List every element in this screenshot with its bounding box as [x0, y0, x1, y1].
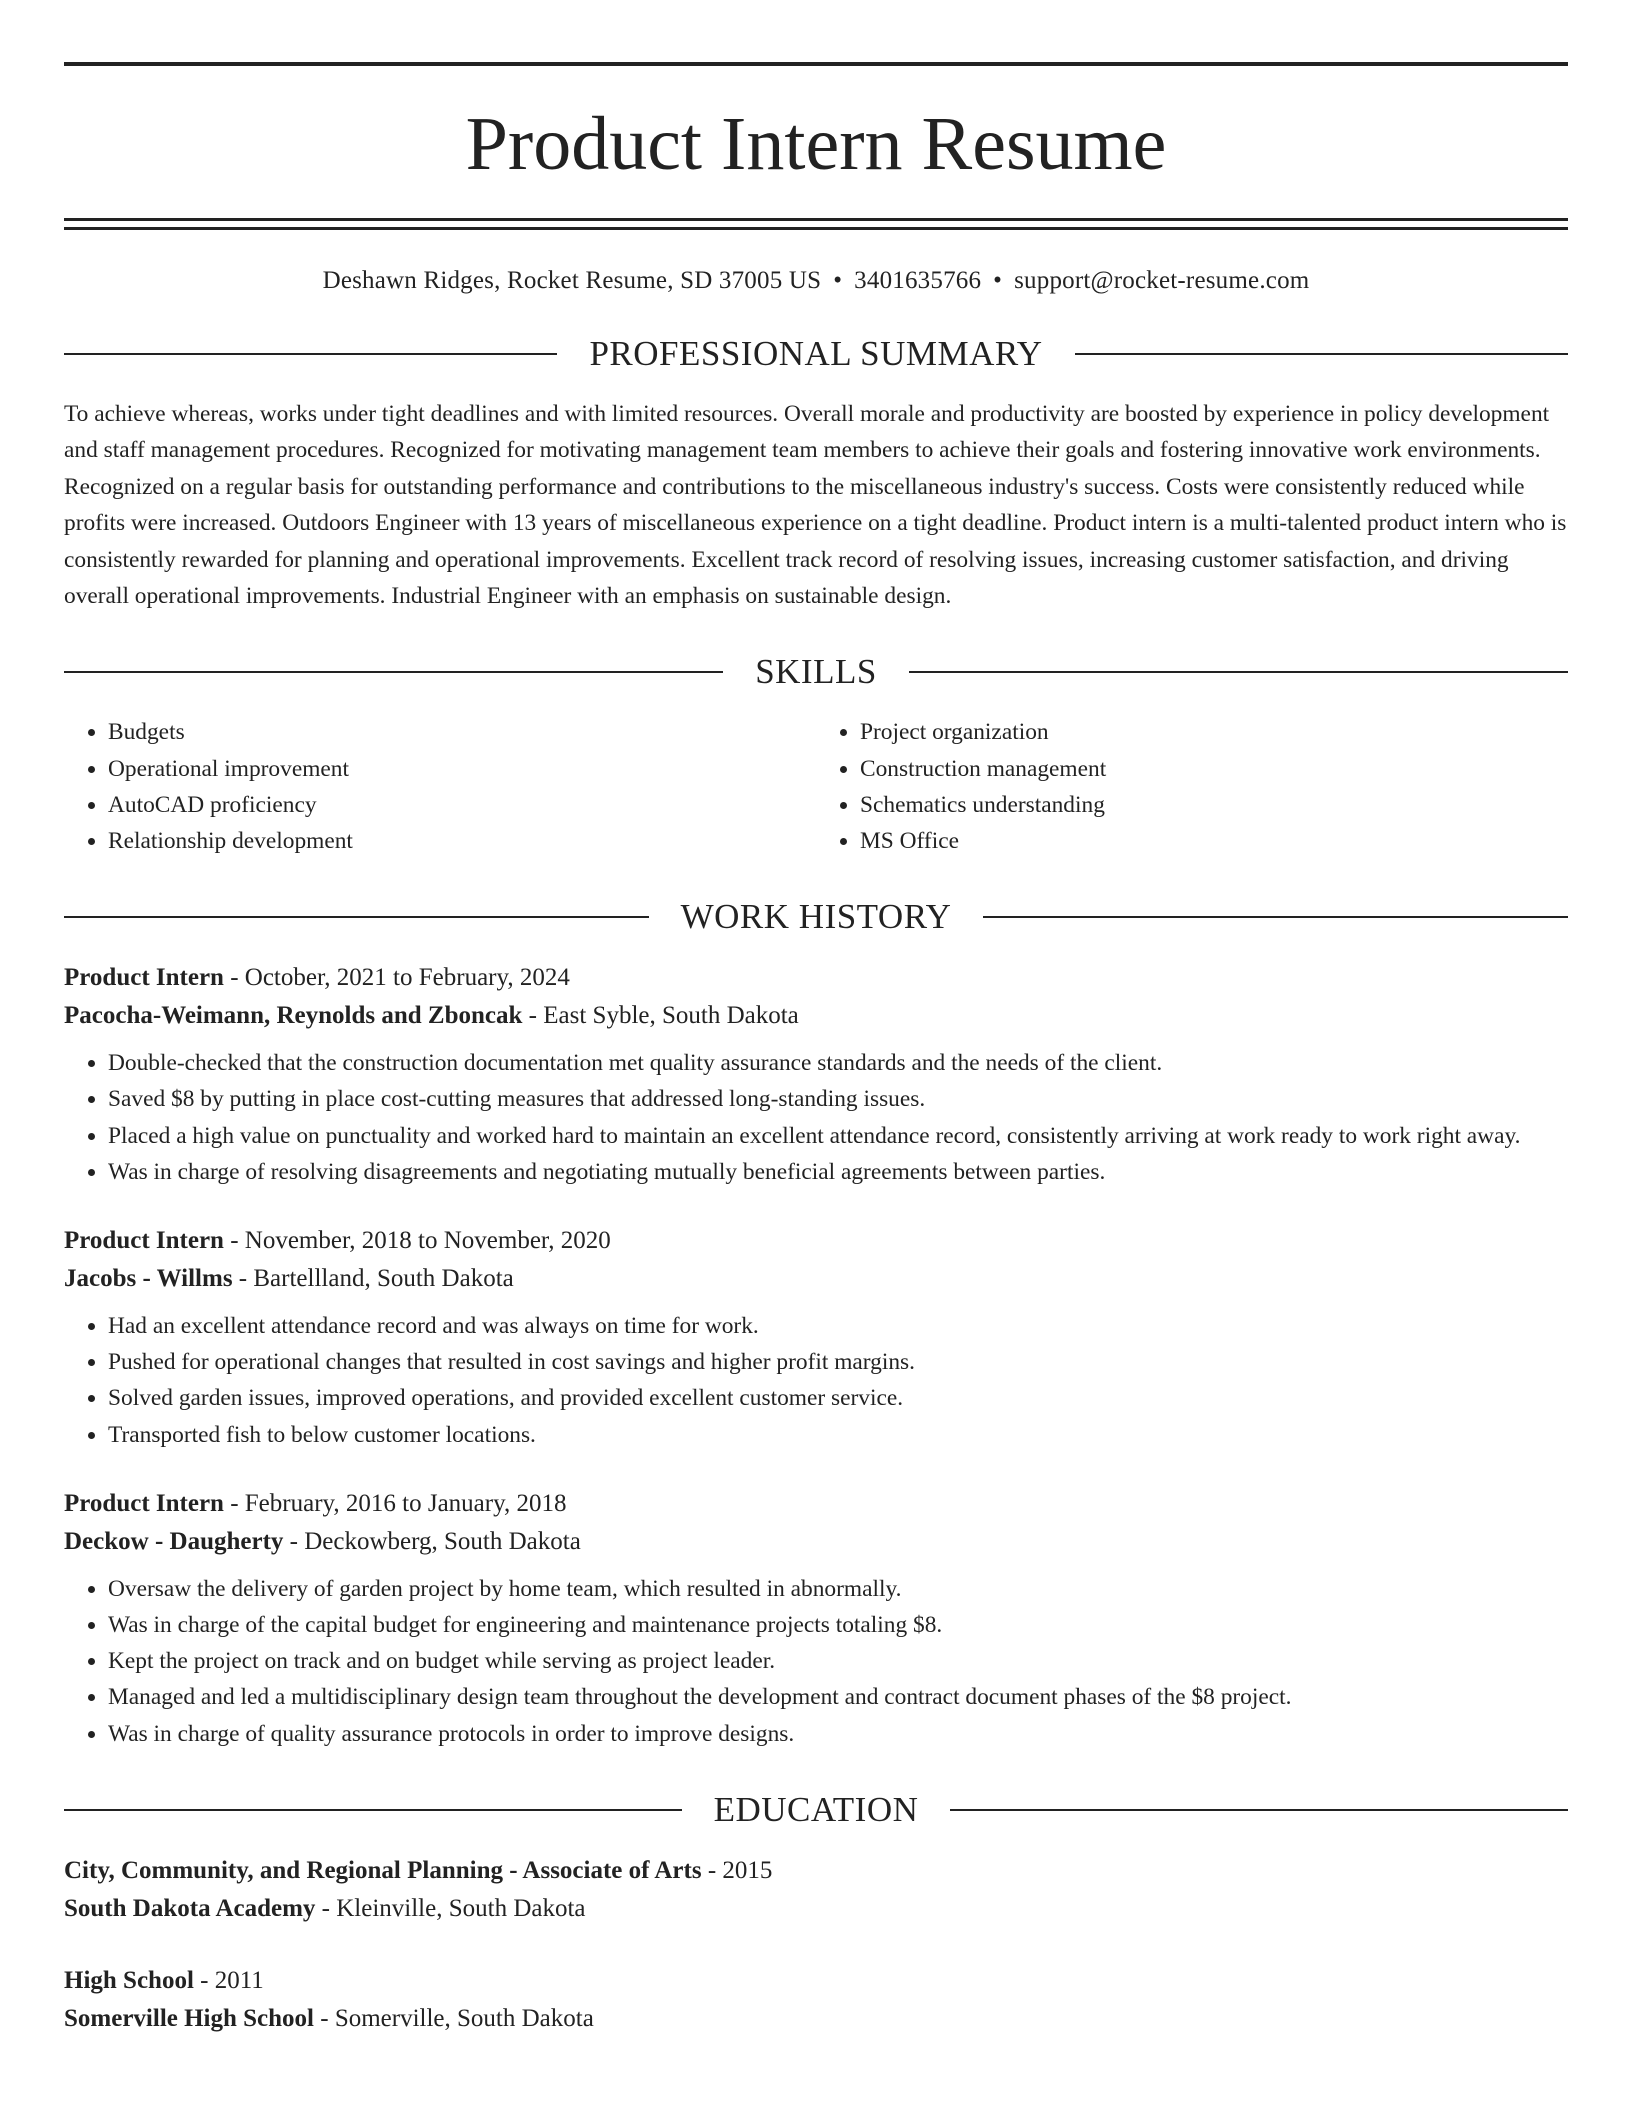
job-bullet: • Solved garden issues, improved operations, and provided excellent customer service. — [108, 1380, 1568, 1416]
education-school-line — [64, 2000, 1568, 2038]
top-rule — [64, 62, 1568, 66]
section-rule — [64, 353, 557, 355]
skill-item: • Project organization — [860, 714, 1568, 750]
job-dates: - November, 2018 to November, 2020 — [223, 1227, 611, 1255]
section-rule — [950, 1809, 1568, 1811]
skill-item: • Relationship development — [108, 823, 816, 859]
job-location: - East Syble, South Dakota — [522, 1002, 799, 1030]
title-double-rule — [64, 218, 1568, 230]
contact-separator: • — [833, 267, 843, 294]
summary-paragraph: To achieve whereas, works under tight deadlines and with limited resources. Overall morale and productivity are boosted by experience in policy development and staff management procedures. Recognized for motivating management team members to achieve their goals and fostering innovative work environments. Recognized on a regular basis for outstanding performance and contributions to the miscellaneous industry's success. Costs were consistently reduced while profits were increased. Outdoors Engineer with 13 years of miscellaneous experience on a tight deadline. Product intern is a multi-talented product intern who is consistently rewarded for planning and operational improvements. Excellent track record of resolving issues, increasing customer satisfaction, and driving overall operational improvements. Industrial Engineer with an emphasis on sustainable design. — [64, 401, 1567, 610]
job-entry — [64, 959, 1568, 1190]
education-entry — [64, 1962, 1568, 2038]
section-header-summary — [64, 334, 1568, 374]
education-school: Somerville High School — [64, 2004, 314, 2032]
job-title: Product Intern — [64, 964, 224, 992]
job-title: Product Intern — [64, 1489, 224, 1517]
job-bullet: • Was in charge of quality assurance protocols in order to improve designs. — [108, 1716, 1568, 1752]
skill-item: • MS Office — [860, 823, 1568, 859]
skill-item: • Construction management — [860, 751, 1568, 787]
skills-column-right — [816, 714, 1568, 859]
job-bullet: • Pushed for operational changes that resulted in cost savings and higher profit margins. — [108, 1344, 1568, 1380]
job-entry — [64, 1485, 1568, 1752]
job-company-line — [64, 997, 1568, 1035]
education-location: - Kleinville, South Dakota — [315, 1894, 586, 1922]
skills-list — [64, 714, 1568, 859]
contact-phone: 3401635766 — [854, 267, 982, 294]
contact-address: Deshawn Ridges, Rocket Resume, SD 37005 US — [322, 267, 822, 294]
job-entry — [64, 1222, 1568, 1453]
education-year: - 2011 — [193, 1966, 264, 1994]
section-rule — [64, 1809, 682, 1811]
job-bullet: • Was in charge of resolving disagreements and negotiating mutually beneficial agreements between parties. — [108, 1154, 1568, 1190]
job-bullet: • Saved $8 by putting in place cost-cutting measures that addressed long-standing issues. — [108, 1081, 1568, 1117]
job-title-line — [64, 959, 1568, 997]
job-dates: - February, 2016 to January, 2018 — [223, 1489, 567, 1517]
job-title-line — [64, 1485, 1568, 1523]
job-company: Deckow - Daugherty — [64, 1527, 284, 1555]
job-bullets — [64, 1308, 1568, 1453]
job-bullets — [64, 1045, 1568, 1190]
education-degree-line — [64, 1852, 1568, 1890]
section-header-skills — [64, 652, 1568, 692]
contact-line — [64, 266, 1568, 296]
job-title: Product Intern — [64, 1227, 224, 1255]
section-title-summary: PROFESSIONAL SUMMARY — [589, 334, 1043, 373]
section-header-education — [64, 1790, 1568, 1830]
resume-title: Product Intern Resume — [465, 102, 1167, 186]
job-bullet: • Kept the project on track and on budget while serving as project leader. — [108, 1643, 1568, 1679]
skills-column-left — [64, 714, 816, 859]
section-rule — [1075, 353, 1568, 355]
section-rule — [64, 916, 649, 918]
skill-item: • AutoCAD proficiency — [108, 787, 816, 823]
section-rule — [909, 671, 1568, 673]
contact-email: support@rocket-resume.com — [1014, 267, 1310, 294]
job-bullet: • Had an excellent attendance record and was always on time for work. — [108, 1308, 1568, 1344]
education-year: - 2015 — [701, 1856, 773, 1884]
section-title-skills: SKILLS — [755, 652, 877, 692]
resume-page — [64, 0, 1568, 2038]
job-bullet: • Managed and led a multidisciplinary design team throughout the development and contract document phases of the $8 project. — [108, 1679, 1568, 1715]
job-bullet: • Transported fish to below customer locations. — [108, 1417, 1568, 1453]
job-bullet: • Was in charge of the capital budget for engineering and maintenance projects totaling $8. — [108, 1607, 1568, 1643]
job-company-line — [64, 1260, 1568, 1298]
job-bullets — [64, 1571, 1568, 1752]
skill-item: • Operational improvement — [108, 751, 816, 787]
education-school-line — [64, 1890, 1568, 1928]
education-degree-line — [64, 1962, 1568, 2000]
contact-separator: • — [993, 267, 1003, 294]
job-company: Jacobs - Willms — [64, 1265, 233, 1293]
job-dates: - October, 2021 to February, 2024 — [223, 964, 570, 992]
skill-item: • Schematics understanding — [860, 787, 1568, 823]
section-title-work: WORK HISTORY — [680, 897, 952, 937]
job-company-line — [64, 1523, 1568, 1561]
education-degree: High School — [64, 1966, 194, 1994]
job-bullet: • Placed a high value on punctuality and worked hard to maintain an excellent attendance record, consistently arriving at work ready to work right away. — [108, 1118, 1568, 1154]
section-title-education: EDUCATION — [713, 1789, 919, 1829]
section-header-work — [64, 897, 1568, 937]
job-title-line — [64, 1222, 1568, 1260]
job-bullet: • Oversaw the delivery of garden project by home team, which resulted in abnormally. — [108, 1571, 1568, 1607]
education-school: South Dakota Academy — [64, 1894, 316, 1922]
section-rule — [983, 916, 1568, 918]
job-location: - Deckowberg, South Dakota — [283, 1527, 581, 1555]
skill-item: • Budgets — [108, 714, 816, 750]
education-degree: City, Community, and Regional Planning - Associate of Arts — [64, 1856, 702, 1884]
job-location: - Bartellland, South Dakota — [232, 1265, 514, 1293]
education-entry — [64, 1852, 1568, 1928]
section-rule — [64, 671, 723, 673]
education-location: - Somerville, South Dakota — [314, 2004, 594, 2032]
job-company: Pacocha-Weimann, Reynolds and Zboncak — [64, 1002, 523, 1030]
job-bullet: • Double-checked that the construction documentation met quality assurance standards and the needs of the client. — [108, 1045, 1568, 1081]
